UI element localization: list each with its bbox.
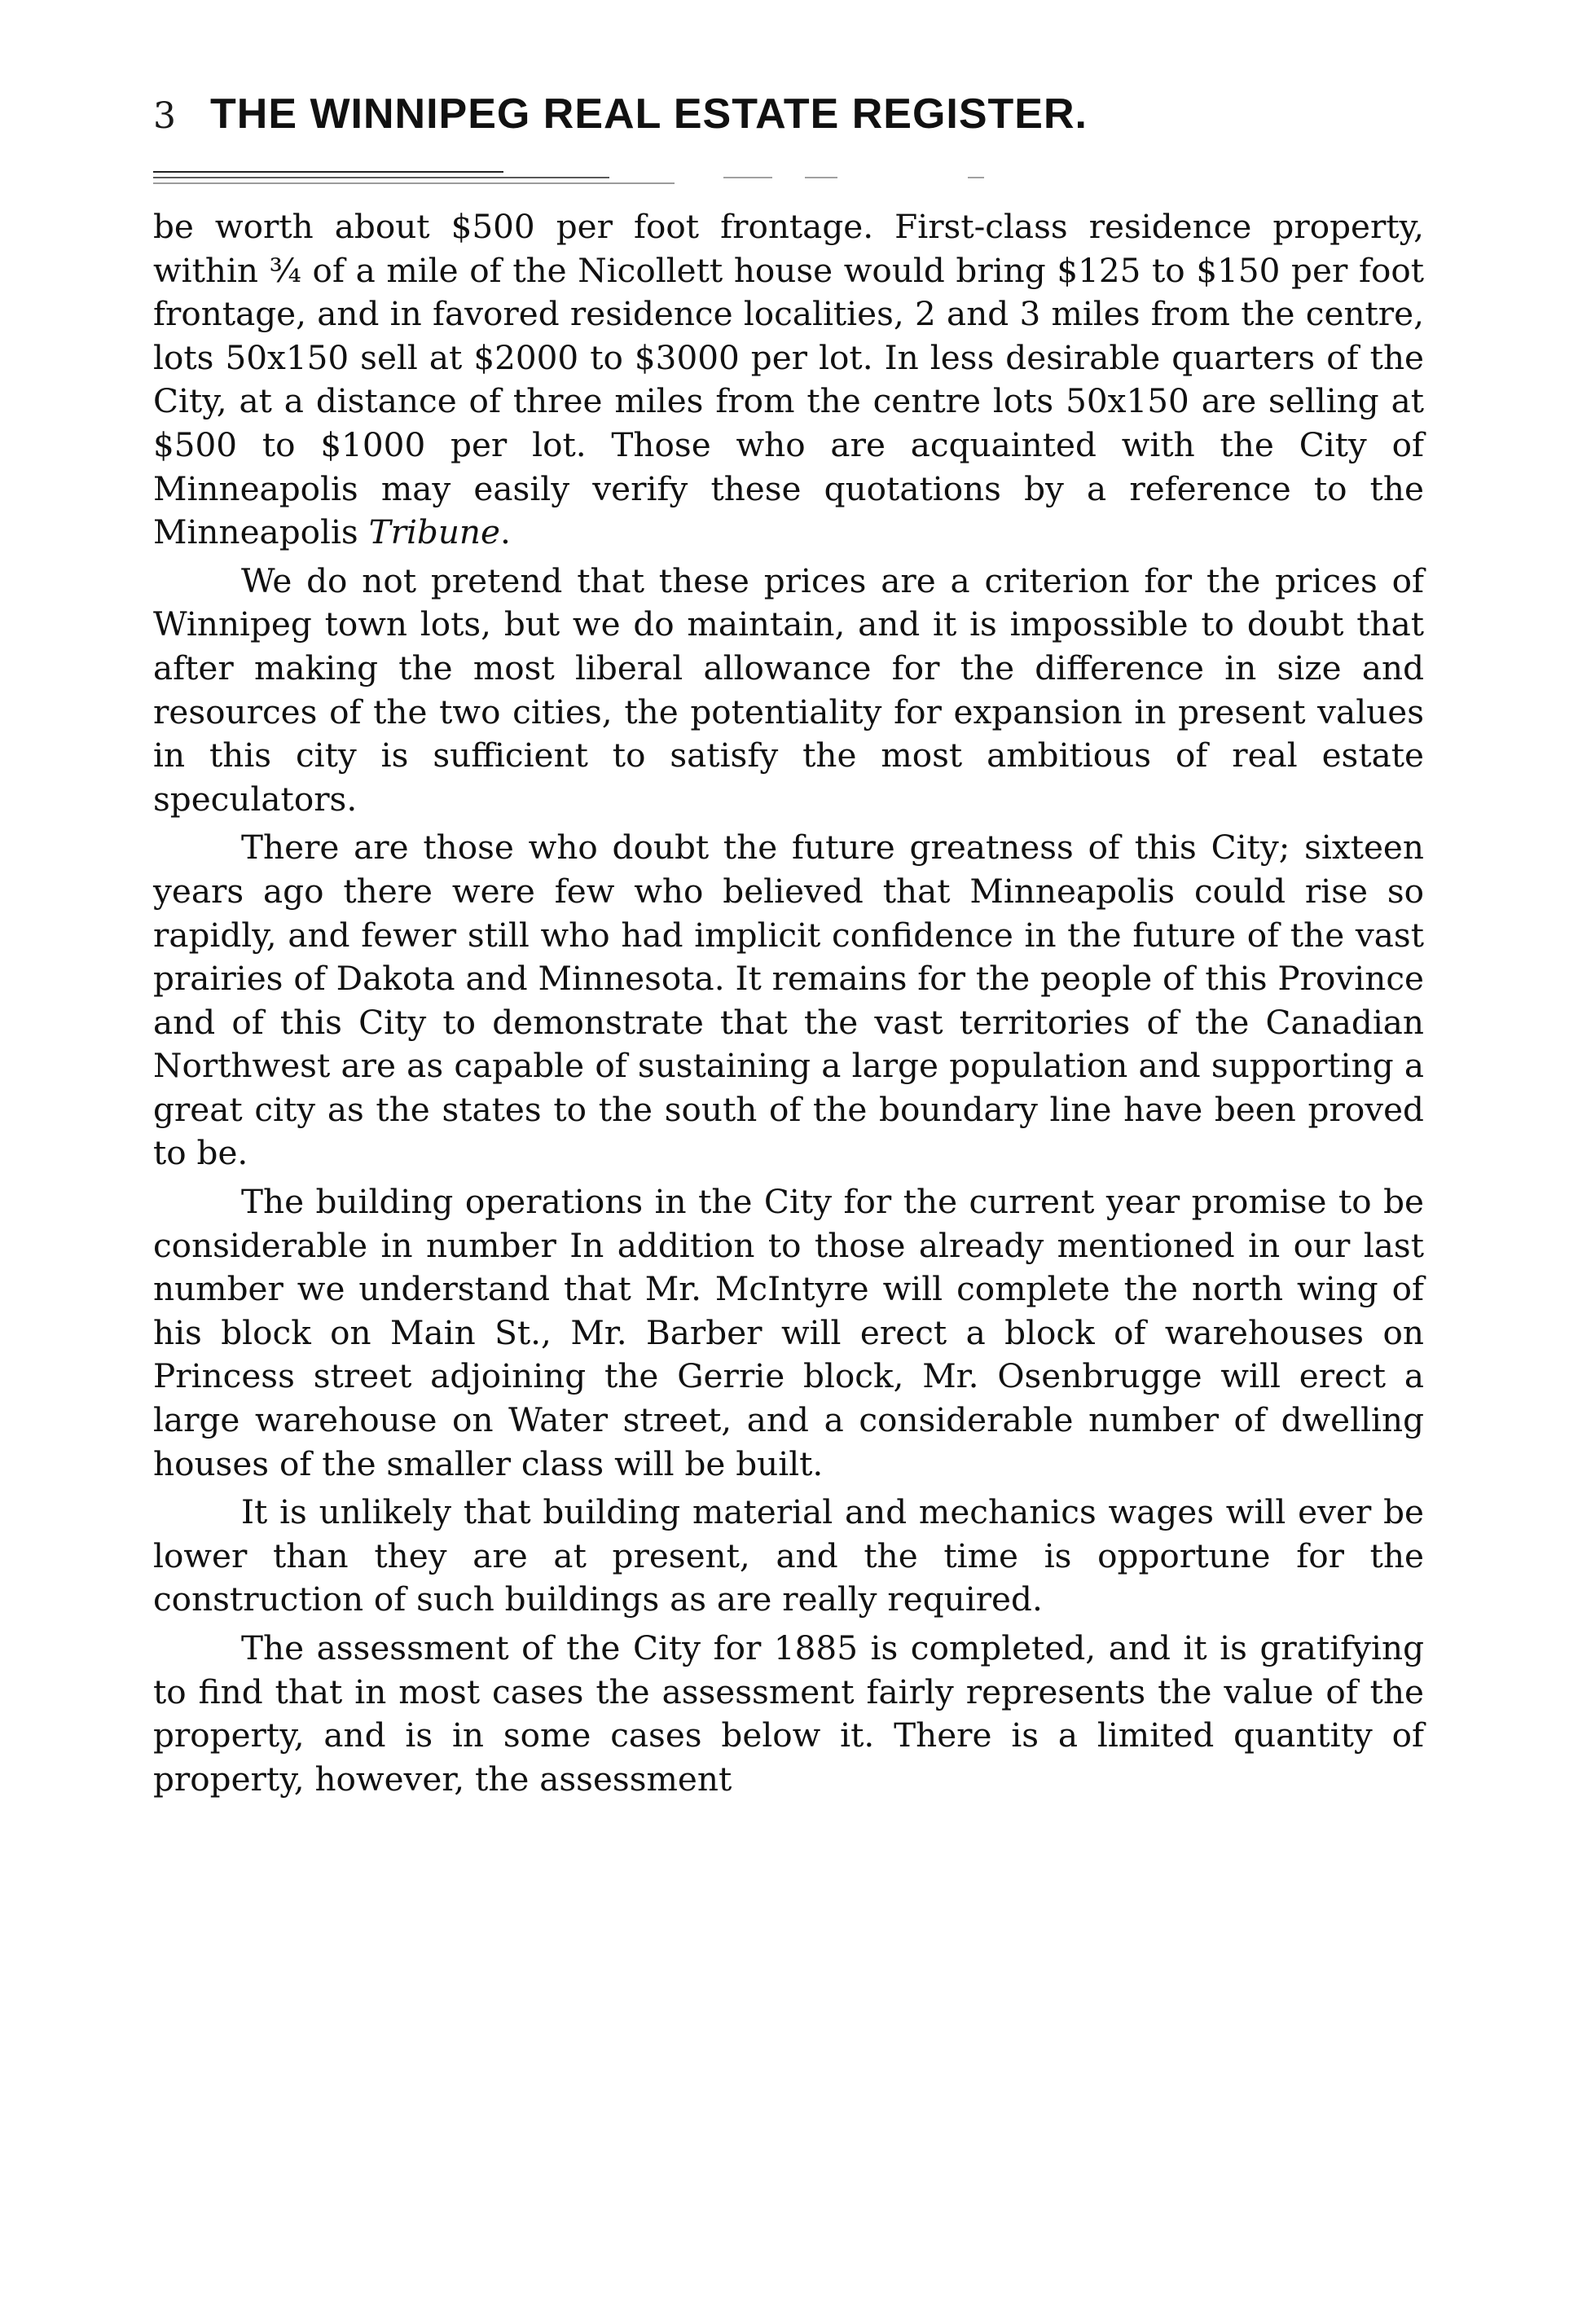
paragraph: We do not pretend that these prices are a criterion for the prices of Winnipeg town lots, but we do maintain, and it is impossible to doubt that after making the most liberal allowance for the difference in size and resources of the two cities, the potentiality for expansion in present values in this city is sufficient to satisfy the most ambitious of real estate speculators. [153,560,1424,819]
newspaper-title: Tribune [368,512,500,552]
page-number: 3 [153,95,176,137]
paragraph: It is unlikely that building material and mechanics wages will ever be lower than they are at present, and the time is opportune for the construction of such buildings as are really required. [153,1492,1424,1619]
running-title: THE WINNIPEG REAL ESTATE REGISTER. [210,90,1088,138]
paragraph-text: be worth about $500 per foot frontage. First-class residence property, within ¾ of a mile of the Nicollett house would bring $125 to $150 per foot frontage, and in favored residence localities, 2 and 3 miles from the centre, lots 50x150 sell at $2000 to $3000 per lot. In less desirable quarters of the City, at a distance of three miles from the centre lots 50x150 are selling at $500 to $1000 per lot. Those who are acquainted with the City of Minneapolis may easily verify these quotations by a reference to the Minneapolis [153,207,1424,552]
rule-line [153,182,675,184]
header-rule [153,169,1424,191]
page [153,90,1424,1801]
paragraph-text: . [499,512,511,552]
paragraph: The assessment of the City for 1885 is completed, and it is gratifying to find that in most cases the assessment fairly represents the value of the property, and is in some cases below it. There is a limited quantity of property, however, the assessment [153,1628,1424,1799]
rule-dash [968,177,984,178]
paragraph: The building operations in the City for the current year promise to be considerable in number In addition to those already mentioned in our last number we understand that Mr. McIntyre will complete the north wing of his block on Main St., Mr. Barber will erect a block of warehouses on Princess street adjoining the Gerrie block, Mr. Osenbrugge will erect a large warehouse on Water street, and a considerable number of dwelling houses of the smaller class will be built. [153,1182,1424,1483]
rule-line [153,171,503,173]
article-body [153,205,1424,1801]
page-header [153,90,1424,147]
rule-dash [723,177,772,178]
paragraph [153,205,1424,555]
paragraph: There are those who doubt the future greatness of this City; sixteen years ago there were few who believed that Minneapolis could rise so rapidly, and fewer still who had implicit confidence in the future of the vast prairies of Dakota and Minnesota. It remains for the people of this Province and of this City to demonstrate that the vast territories of the Canadian Northwest are as capable of sustaining a large population and supporting a great city as the states to the south of the boundary line have been proved to be. [153,828,1424,1173]
rule-dash [805,177,837,178]
rule-line [153,177,609,178]
